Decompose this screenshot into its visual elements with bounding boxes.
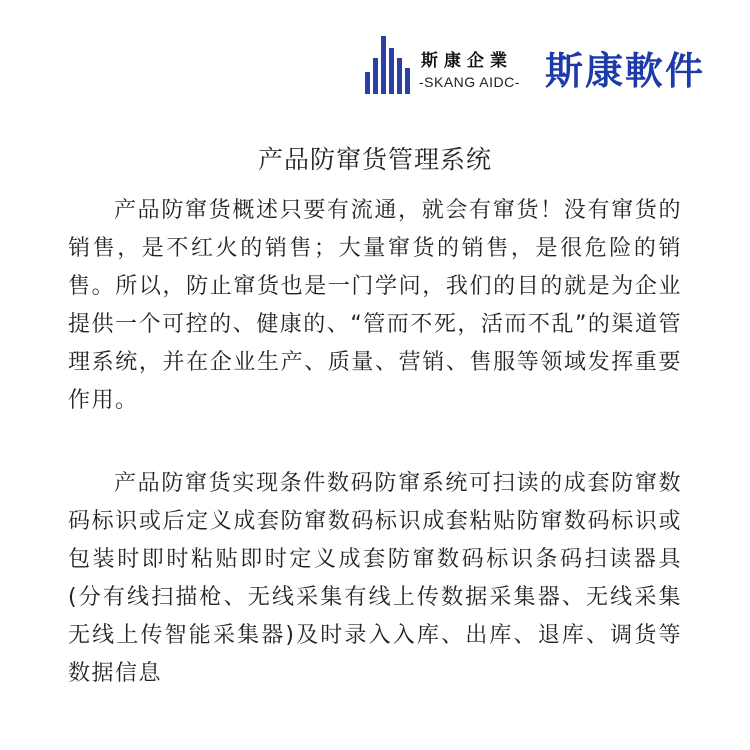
page-title: 产品防窜货管理系统 — [257, 145, 492, 174]
brand-name: 斯康軟件 — [545, 48, 706, 93]
paragraph-requirements: 产品防窜货实现条件数码防窜系统可扫读的成套防窜数码标识或后定义成套防窜数码标识成套粘贴防窜数码标识或包装时即时粘贴即时定义成套防窜数码标识条码扫读器具(分有线扫描枪、无线采集有线上传数据采集器、无线采集无线上传智能采集器)及时录入入库、出库、退库、调货等数据信息 — [68, 471, 682, 686]
company-logo — [365, 34, 525, 98]
barcode-bars-icon — [365, 34, 411, 98]
paragraph-overview: 产品防窜货概述只要有流通，就会有窜货！没有窜货的销售，是不红火的销售；大量窜货的销售，是很危险的销售。所以，防止窜货也是一门学问，我们的目的就是为企业提供一个可控的、健康的、“管而不死，活而不乱”的渠道管理系统，并在企业生产、质量、营销、售服等领域发挥重要作用。 — [68, 198, 682, 413]
logo-english-text: -SKANG AIDC- — [419, 74, 520, 90]
logo-chinese-text: 斯康企業 — [421, 51, 513, 71]
